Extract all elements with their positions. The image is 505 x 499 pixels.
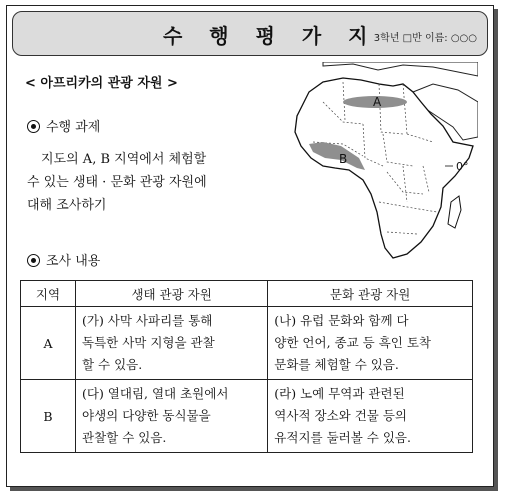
table-row	[21, 307, 473, 380]
bullet-icon	[27, 120, 40, 133]
table-header-row	[21, 281, 473, 307]
section-subtitle: < 아프리카의 관광 자원 >	[25, 76, 178, 91]
student-info: 3학년 □반 이름: ○○○	[373, 33, 477, 44]
region-cell: A	[21, 307, 76, 380]
eco-cell: (가) 사막 사파리를 통해 독특한 사막 지형을 관찰 할 수 있음.	[76, 307, 268, 380]
worksheet-title: 수 행 평 가 지	[163, 24, 378, 48]
region-cell: B	[21, 380, 76, 453]
region-b-label: B	[339, 152, 348, 166]
header-region: 지역	[21, 281, 76, 307]
task-heading: 수행 과제	[27, 116, 100, 135]
task-line: 대해 조사하기	[27, 198, 107, 213]
culture-cell: (나) 유럽 문화와 함께 다 양한 언어, 종교 등 흑인 토착 문화를 체험할 수 있음.	[268, 307, 473, 380]
task-description	[27, 148, 282, 217]
europe-outline	[323, 62, 478, 76]
equator-label: 0°	[456, 160, 469, 173]
culture-cell: (라) 노예 무역과 관련된 역사적 장소와 건물 등의 유적지를 둘러볼 수 있음.	[268, 380, 473, 453]
table-row	[21, 380, 473, 453]
task-line: 수 있는 생태 · 문화 관광 자원에	[27, 175, 207, 190]
research-table	[20, 280, 473, 453]
region-a-label: A	[373, 95, 382, 109]
bullet-icon	[27, 254, 40, 267]
task-line: 지도의 A, B 지역에서 체험할	[41, 152, 207, 167]
africa-map	[283, 62, 478, 267]
research-heading: 조사 내용	[27, 250, 100, 269]
header-culture: 문화 관광 자원	[268, 281, 473, 307]
eco-cell: (다) 열대림, 열대 초원에서 야생의 다양한 동식물을 관찰할 수 있음.	[76, 380, 268, 453]
worksheet-header	[12, 11, 488, 56]
madagascar-outline	[448, 196, 461, 228]
header-eco: 생태 관광 자원	[76, 281, 268, 307]
